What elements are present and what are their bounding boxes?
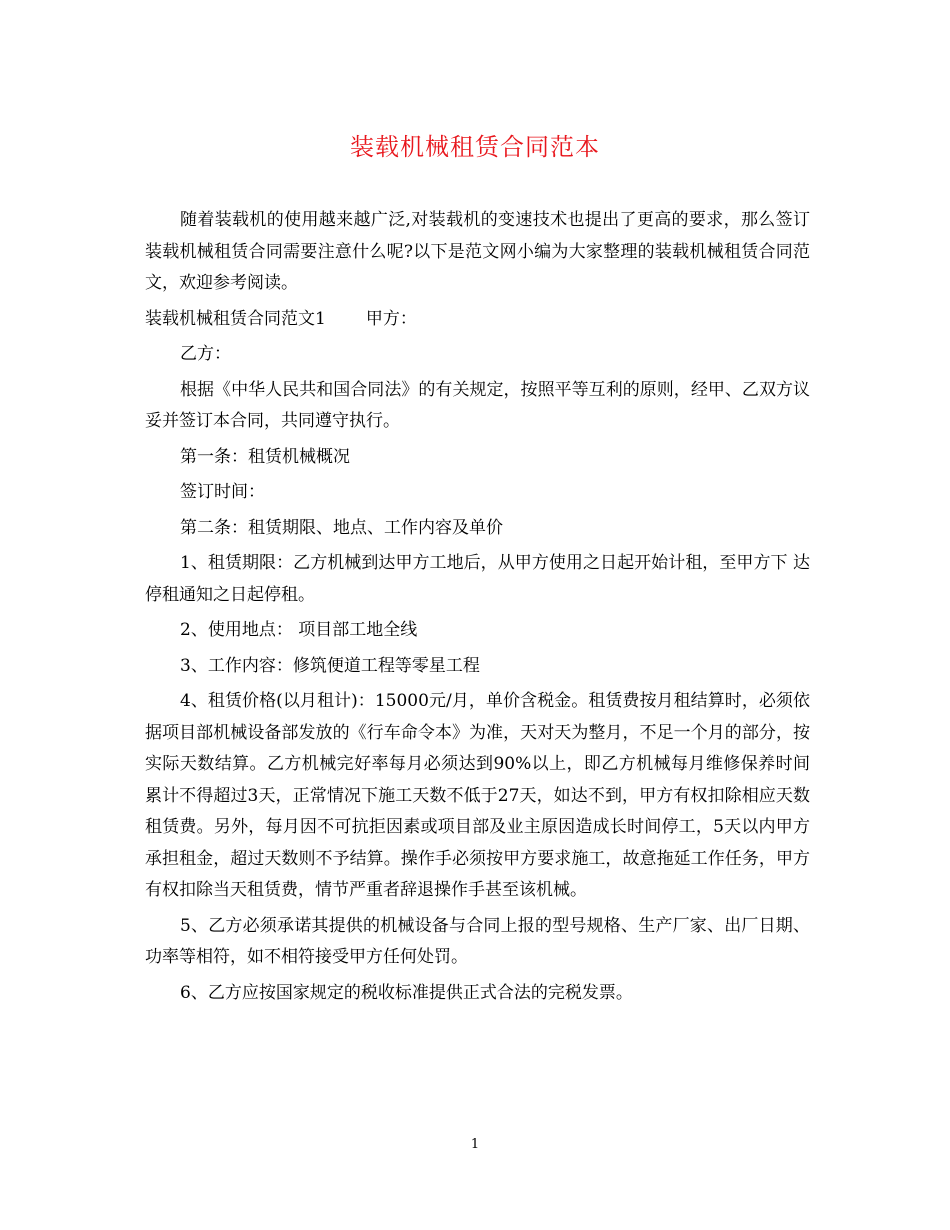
clause-5-paragraph: 5、乙方必须承诺其提供的机械设备与合同上报的型号规格、生产厂家、出厂日期、功率等相符，如不相符接受甲方任何处罚。 <box>145 915 810 967</box>
party-a-label: 甲方： <box>365 308 417 329</box>
document-title: 装载机械租赁合同范本 <box>350 133 600 161</box>
preamble-paragraph: 根据《中华人民共和国合同法》的有关规定，按照平等互利的原则，经甲、乙双方议妥并签订本合同，共同遵守执行。 <box>145 379 810 431</box>
clause-2-paragraph: 2、使用地点： 项目部工地全线 <box>180 620 418 640</box>
contract-heading-label: 装载机械租赁合同范文1 <box>145 308 326 329</box>
clause-4-paragraph: 4、租赁价格(以月租计)：15000元/月，单价含税金。租赁费按月租结算时，必须依据项目部机械设备部发放的《行车命令本》为准，天对天为整月，不足一个月的部分，按实际天数结算。乙方机械完好率每月必须达到90%以上，即乙方机械每月维修保养时间累计不得超过3天，正常情况下施工天数不低于27天，如达不到，甲方有权扣除相应天数租赁费。另外，每月因不可抗拒因素或项目部及业主原因造成长时间停工，5天以内甲方承担租金，超过天数则不予结算。操作手必须按甲方要求施工，故意拖延工作任务，甲方有权扣除当天租赁费，情节严重者辞退操作手甚至该机械。 <box>145 691 810 900</box>
document-body <box>145 205 810 1013</box>
article-2-heading: 第二条：租赁期限、地点、工作内容及单价 <box>180 517 503 538</box>
contract-heading-line <box>145 304 810 336</box>
clause-6-paragraph: 6、乙方应按国家规定的税收标准提供正式合法的完税发票。 <box>180 982 633 1003</box>
page-number: 1 <box>470 1137 480 1152</box>
intro-paragraph: 随着装载机的使用越来越广泛,对装载机的变速技术也提出了更高的要求，那么签订装载机械租赁合同需要注意什么呢?以下是范文网小编为大家整理的装载机械租赁合同范文，欢迎参考阅读。 <box>145 210 810 293</box>
clause-3-paragraph: 3、工作内容：修筑便道工程等零星工程 <box>180 655 480 676</box>
clause-1-paragraph: 1、租赁期限：乙方机械到达甲方工地后，从甲方使用之日起开始计租，至甲方下 达停租通知之日起停租。 <box>145 553 810 605</box>
signing-time-label: 签订时间： <box>180 482 265 502</box>
article-1-heading: 第一条：租赁机械概况 <box>180 446 350 467</box>
party-b-label: 乙方： <box>180 344 231 364</box>
